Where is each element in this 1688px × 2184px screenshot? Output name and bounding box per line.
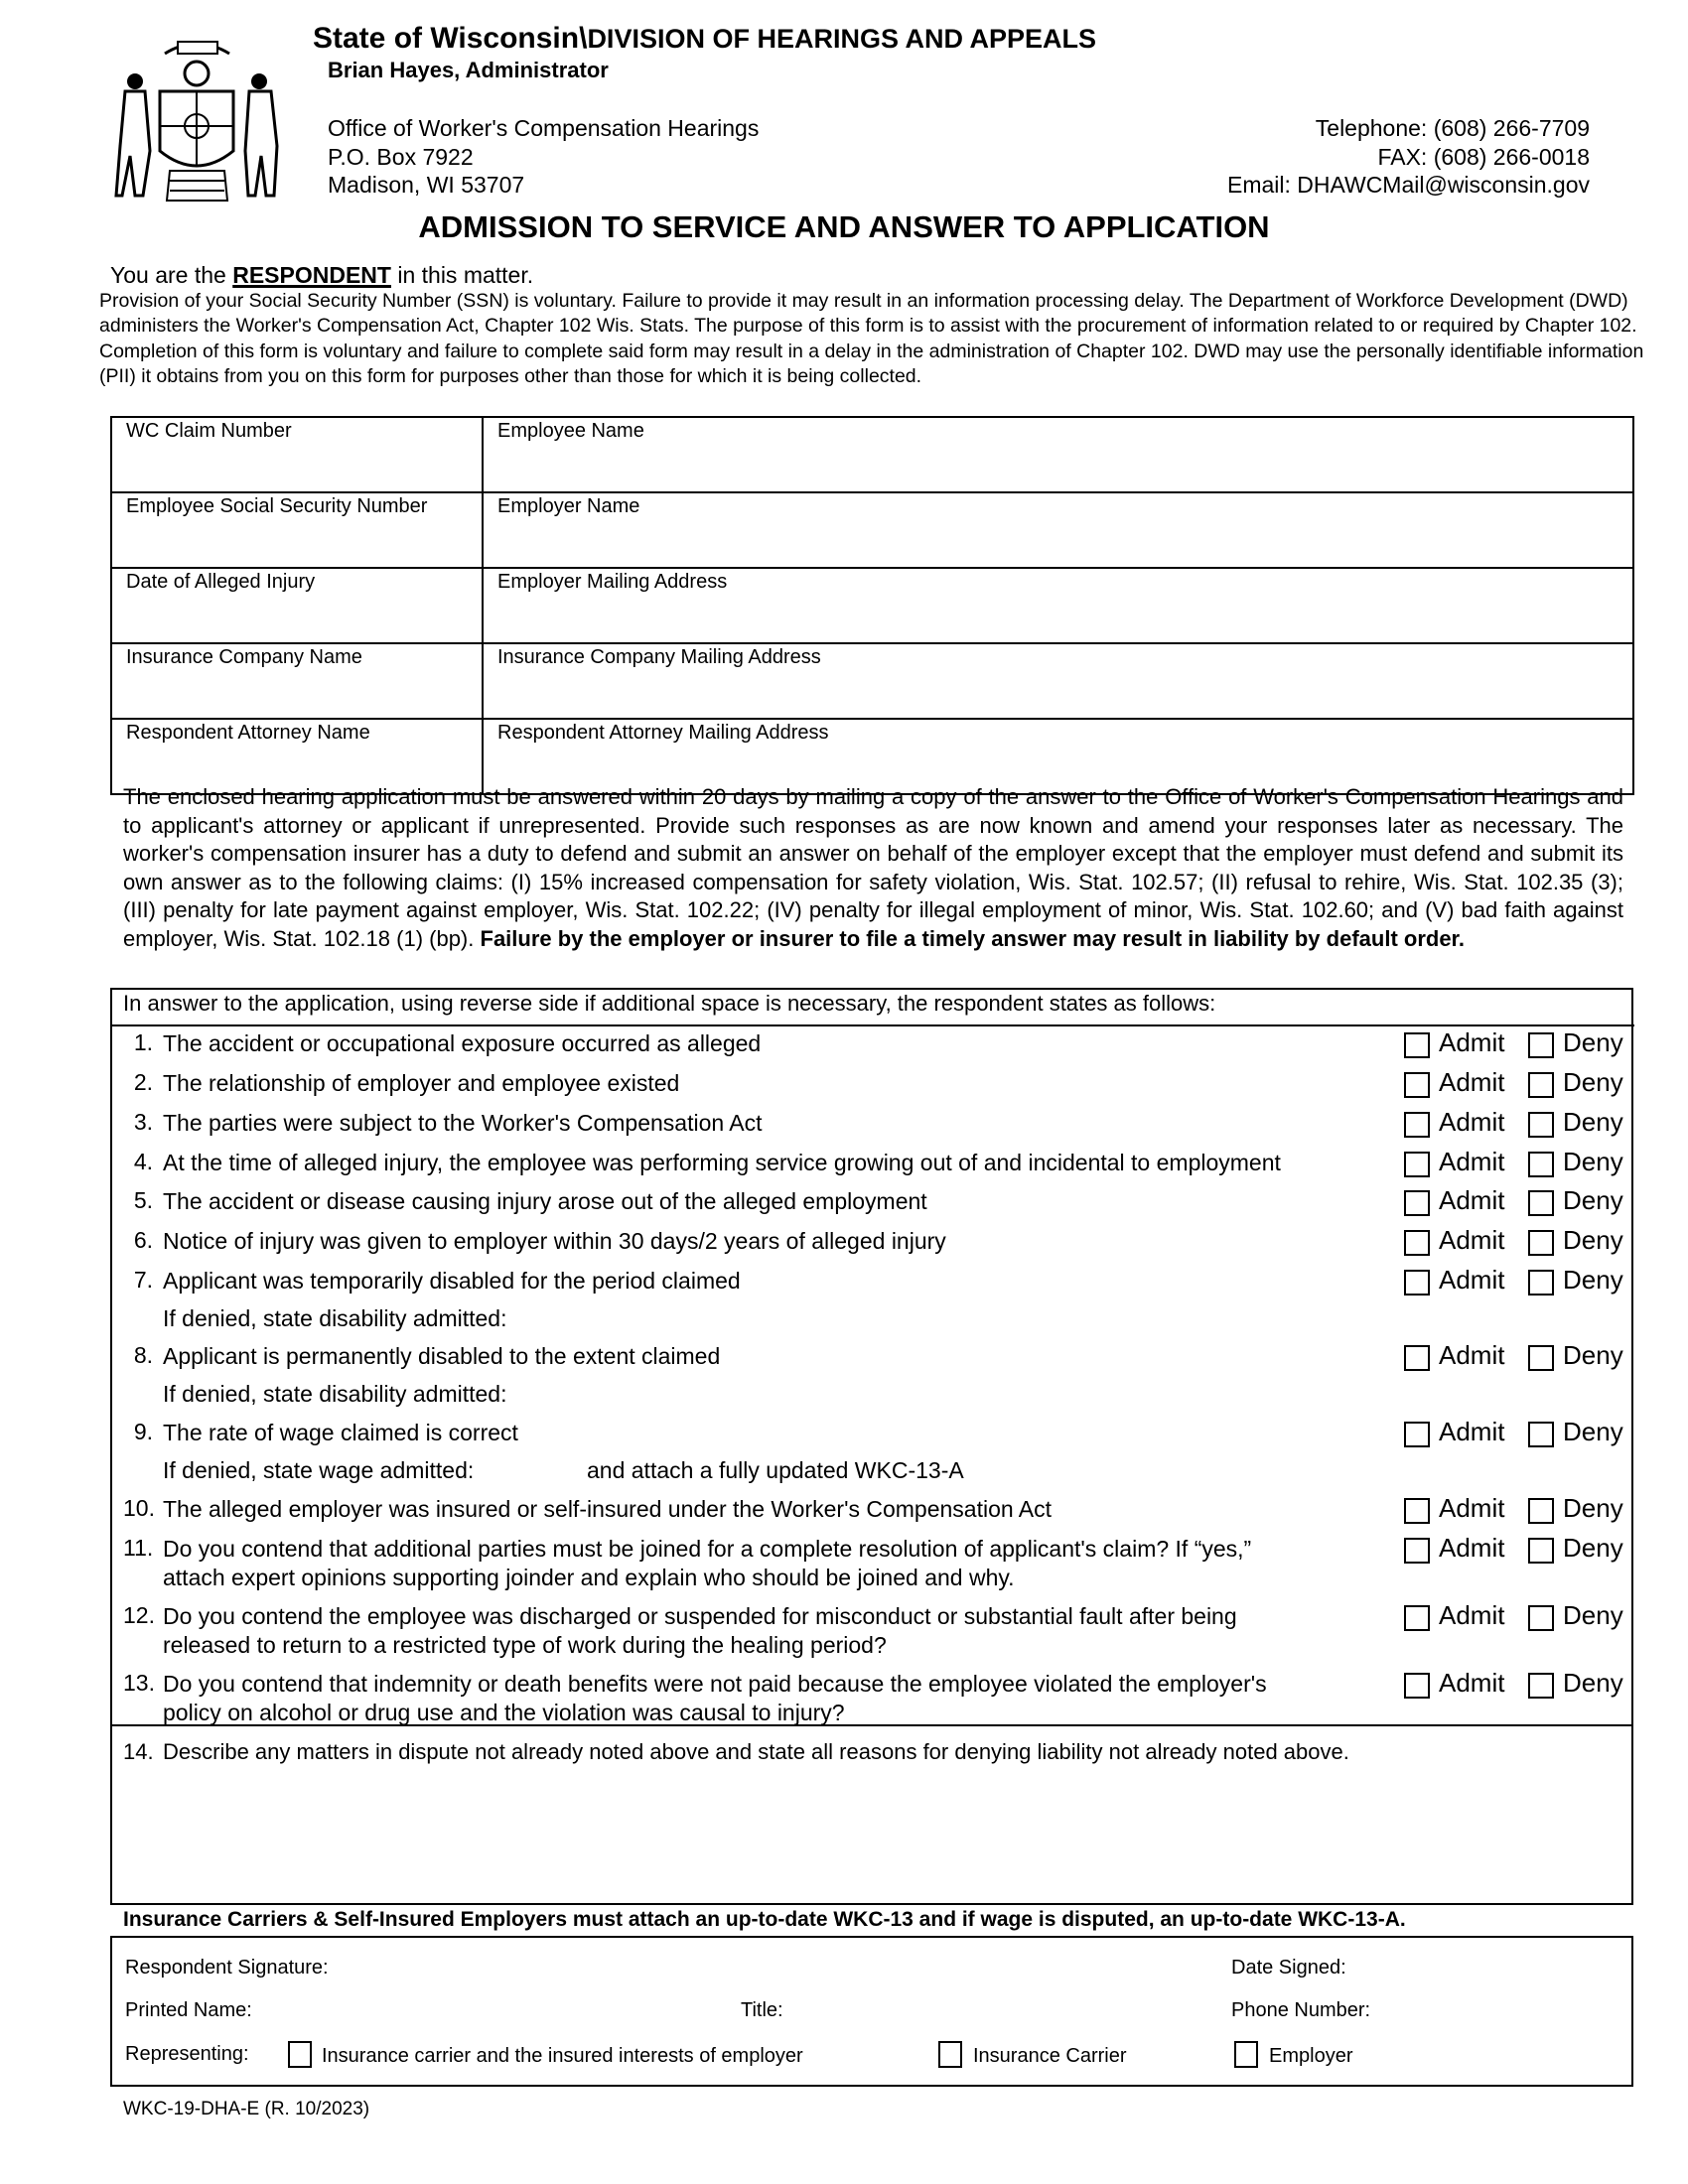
item-number: 9. — [133, 1419, 153, 1444]
respondent-notice — [110, 262, 533, 289]
claim-info-table — [110, 416, 1634, 795]
admit-label: Admit — [1439, 1107, 1505, 1137]
admit-label: Admit — [1439, 1668, 1505, 1698]
respondent-signature-label[interactable]: Respondent Signature: — [125, 1957, 329, 1979]
checkbox-admit[interactable] — [1404, 1345, 1430, 1371]
checkbox-deny[interactable] — [1528, 1673, 1554, 1699]
item-subtext[interactable]: If denied, state wage admitted: — [163, 1457, 475, 1483]
item-text: The accident or occupational exposure occurred as alleged — [163, 1030, 762, 1056]
instructions-text: The enclosed hearing application must be answered within 20 days by mailing a copy of the answer to the Office of Worker's Compensation Hearings and to applicant's attorney or applicant if unrepresented. Provide such responses as are now known and amend your responses later as necessary. The worker's compensation insurer has a duty to defend and submit an answer on behalf of the employer except that the employer must defend and submit its own answer as to the following claims: (I) 15% increased compensation for safety violation, Wis. Stat. 102.57; (II) refusal to rehire, Wis. Stat. 102.35 (3); (III) penalty for late payment against employer, Wis. Stat. 102.22; (IV) penalty for illegal employment of minor, Wis. Stat. 102.60; and (V) bad faith against employer, Wis. Stat. 102.18 (1) (bp). — [123, 784, 1623, 951]
answer-header: In answer to the application, using reverse side if additional space is necessary, the respondent states as follows: — [123, 991, 1216, 1016]
item-text: The rate of wage claimed is correct — [163, 1420, 518, 1445]
office-address — [328, 114, 759, 200]
office-name: Office of Worker's Compensation Hearings — [328, 115, 760, 141]
checkbox-admit[interactable] — [1404, 1152, 1430, 1177]
item-text: Applicant was temporarily disabled for the period claimed — [163, 1268, 741, 1294]
admit-label: Admit — [1439, 1185, 1505, 1215]
checkbox-admit[interactable] — [1404, 1112, 1430, 1138]
title-label[interactable]: Title: — [741, 1999, 783, 2021]
respondent-bold: RESPONDENT — [232, 262, 391, 288]
deny-label: Deny — [1563, 1067, 1623, 1097]
info-field[interactable]: Employee Social Security Number — [111, 492, 483, 568]
info-field[interactable]: Respondent Attorney Mailing Address — [483, 719, 1633, 794]
item-text: Do you contend that indemnity or death benefits were not paid because the employee violated the employer's — [163, 1671, 1267, 1697]
item-text: The parties were subject to the Worker's Compensation Act — [163, 1110, 763, 1136]
admit-label: Admit — [1439, 1600, 1505, 1630]
checkbox-admit[interactable] — [1404, 1673, 1430, 1699]
item-text: The relationship of employer and employee existed — [163, 1070, 680, 1096]
info-field[interactable]: Respondent Attorney Name — [111, 719, 483, 794]
item-text: Do you contend that additional parties must be joined for a complete resolution of applicant's claim? If “yes,” — [163, 1536, 1252, 1562]
checkbox-admit[interactable] — [1404, 1032, 1430, 1058]
item-number: 6. — [133, 1227, 153, 1253]
info-field[interactable]: Employer Mailing Address — [483, 568, 1633, 643]
item-number: 12. — [123, 1602, 155, 1628]
deny-label: Deny — [1563, 1185, 1623, 1215]
info-row — [111, 643, 1633, 719]
checkbox-deny[interactable] — [1528, 1190, 1554, 1216]
deny-label: Deny — [1563, 1027, 1623, 1057]
info-field[interactable]: Employer Name — [483, 492, 1633, 568]
info-field[interactable]: Employee Name — [483, 417, 1633, 492]
phone-number-label[interactable]: Phone Number: — [1231, 1999, 1371, 2021]
info-row — [111, 568, 1633, 643]
item-text: At the time of alleged injury, the employee was performing service growing out of and incidental to employment — [163, 1150, 1281, 1175]
info-field[interactable]: Insurance Company Mailing Address — [483, 643, 1633, 719]
item-number: 13. — [123, 1670, 155, 1696]
item-text: The alleged employer was insured or self-insured under the Worker's Compensation Act — [163, 1496, 1053, 1522]
state-name: State of Wisconsin\ — [313, 22, 588, 55]
item-number: 10. — [123, 1495, 155, 1521]
checkbox-deny[interactable] — [1528, 1498, 1554, 1524]
option-label: Insurance carrier and the insured interests of employer — [322, 2045, 803, 2067]
info-row — [111, 417, 1633, 492]
item-text: Do you contend the employee was discharged or suspended for misconduct or substantial fault after being — [163, 1603, 1237, 1629]
form-number: WKC-19-DHA-E (R. 10/2023) — [123, 2099, 370, 2119]
deny-label: Deny — [1563, 1225, 1623, 1255]
checkbox-insurance-carrier[interactable] — [938, 2041, 962, 2068]
email: Email: DHAWCMail@wisconsin.gov — [1226, 172, 1590, 198]
checkbox-admit[interactable] — [1404, 1538, 1430, 1564]
admit-label: Admit — [1439, 1265, 1505, 1295]
checkbox-employer[interactable] — [1234, 2041, 1258, 2068]
instructions — [123, 783, 1623, 953]
item-text: Applicant is permanently disabled to the extent claimed — [163, 1343, 721, 1369]
admit-label: Admit — [1439, 1147, 1505, 1176]
item-number: 1. — [133, 1029, 153, 1055]
printed-name-label[interactable]: Printed Name: — [125, 1999, 252, 2021]
info-row — [111, 492, 1633, 568]
option-label: Insurance Carrier — [973, 2045, 1127, 2067]
deny-label: Deny — [1563, 1265, 1623, 1295]
privacy-statement: Provision of your Social Security Number (SSN) is voluntary. Failure to provide it may result in an information processing delay. The Department of Workforce Development (DWD) administers the Worker's Compensation Act, Chapter 102 Wis. Stats. The purpose of this form is to assist with the procurement of information related to or required by Chapter 102. Completion of this form is voluntary and failure to complete said form may result in a delay in the administration of Chapter 102. DWD may use the personally identifiable information (PII) it obtains from you on this form for purposes other than those for which it is being collected. — [99, 290, 1644, 387]
deny-label: Deny — [1563, 1340, 1623, 1370]
item-text: policy on alcohol or drug use and the violation was causal to injury? — [163, 1700, 845, 1725]
checkbox-admit[interactable] — [1404, 1270, 1430, 1296]
agency-heading — [313, 22, 1096, 56]
division-name: DIVISION OF HEARINGS AND APPEALS — [587, 24, 1096, 54]
checkbox-deny[interactable] — [1528, 1605, 1554, 1631]
checkbox-deny[interactable] — [1528, 1270, 1554, 1296]
checkbox-admit[interactable] — [1404, 1498, 1430, 1524]
checkbox-admit[interactable] — [1404, 1230, 1430, 1256]
deny-label: Deny — [1563, 1147, 1623, 1176]
checkbox-insurance-carrier-and-employer[interactable] — [288, 2041, 312, 2068]
respondent-pre: You are the — [110, 262, 233, 288]
checkbox-deny[interactable] — [1528, 1422, 1554, 1447]
checkbox-deny[interactable] — [1528, 1032, 1554, 1058]
admit-label: Admit — [1439, 1067, 1505, 1097]
item-number: 11. — [123, 1535, 154, 1561]
deny-label: Deny — [1563, 1417, 1623, 1446]
item-subtext: and attach a fully updated WKC-13-A — [587, 1457, 964, 1483]
admit-label: Admit — [1439, 1417, 1505, 1446]
checkbox-admit[interactable] — [1404, 1422, 1430, 1447]
form-title: ADMISSION TO SERVICE AND ANSWER TO APPLICATION — [418, 209, 1270, 244]
deny-label: Deny — [1563, 1107, 1623, 1137]
item-number: 14. — [123, 1739, 154, 1764]
admit-label: Admit — [1439, 1533, 1505, 1563]
item-text: attach expert opinions supporting joinder and explain who should be joined and why. — [163, 1565, 1015, 1590]
item-subtext[interactable]: If denied, state disability admitted: — [163, 1305, 507, 1331]
checkbox-deny[interactable] — [1528, 1152, 1554, 1177]
item-text: Describe any matters in dispute not already noted above and state all reasons for denying liability not already noted above. — [163, 1739, 1349, 1764]
deny-label: Deny — [1563, 1668, 1623, 1698]
city: Madison, WI 53707 — [328, 172, 525, 198]
item-text: The accident or disease causing injury arose out of the alleged employment — [163, 1188, 927, 1214]
telephone: Telephone: (608) 266-7709 — [1315, 115, 1590, 141]
item-number: 4. — [133, 1149, 153, 1174]
checkbox-deny[interactable] — [1528, 1072, 1554, 1098]
item-number: 7. — [133, 1267, 153, 1293]
representing-label: Representing: — [125, 2043, 249, 2065]
administrator: Brian Hayes, Administrator — [328, 58, 609, 82]
item-text: Notice of injury was given to employer within 30 days/2 years of alleged injury — [163, 1228, 946, 1254]
checkbox-deny[interactable] — [1528, 1345, 1554, 1371]
divider — [110, 1024, 1634, 1026]
checkbox-admit[interactable] — [1404, 1605, 1430, 1631]
admit-label: Admit — [1439, 1493, 1505, 1523]
carrier-note: Insurance Carriers & Self-Insured Employers must attach an up-to-date WKC-13 and if wage is disputed, an up-to-date WKC-13-A. — [123, 1908, 1406, 1931]
contact-info — [1227, 114, 1590, 200]
state-seal-logo — [110, 32, 284, 208]
date-signed-label[interactable]: Date Signed: — [1231, 1957, 1346, 1979]
admit-label: Admit — [1439, 1340, 1505, 1370]
info-field[interactable]: WC Claim Number — [111, 417, 483, 492]
checkbox-deny[interactable] — [1528, 1112, 1554, 1138]
item-number: 5. — [133, 1187, 153, 1213]
fax: FAX: (608) 266-0018 — [1377, 143, 1590, 170]
instructions-warning: Failure by the employer or insurer to file a timely answer may result in liability by default order. — [480, 925, 1466, 951]
info-field[interactable]: Insurance Company Name — [111, 643, 483, 719]
checkbox-admit[interactable] — [1404, 1072, 1430, 1098]
respondent-post: in this matter. — [390, 262, 534, 288]
admit-label: Admit — [1439, 1027, 1505, 1057]
item-text: released to return to a restricted type of work during the healing period? — [163, 1632, 887, 1658]
info-field[interactable]: Date of Alleged Injury — [111, 568, 483, 643]
item-number: 2. — [133, 1069, 153, 1095]
option-label: Employer — [1269, 2045, 1353, 2067]
checkbox-deny[interactable] — [1528, 1230, 1554, 1256]
deny-label: Deny — [1563, 1600, 1623, 1630]
checkbox-admit[interactable] — [1404, 1190, 1430, 1216]
deny-label: Deny — [1563, 1533, 1623, 1563]
item-subtext[interactable]: If denied, state disability admitted: — [163, 1381, 507, 1407]
item-number: 3. — [133, 1109, 153, 1135]
deny-label: Deny — [1563, 1493, 1623, 1523]
admit-label: Admit — [1439, 1225, 1505, 1255]
checkbox-deny[interactable] — [1528, 1538, 1554, 1564]
item-number: 8. — [133, 1342, 153, 1368]
po-box: P.O. Box 7922 — [328, 143, 474, 170]
